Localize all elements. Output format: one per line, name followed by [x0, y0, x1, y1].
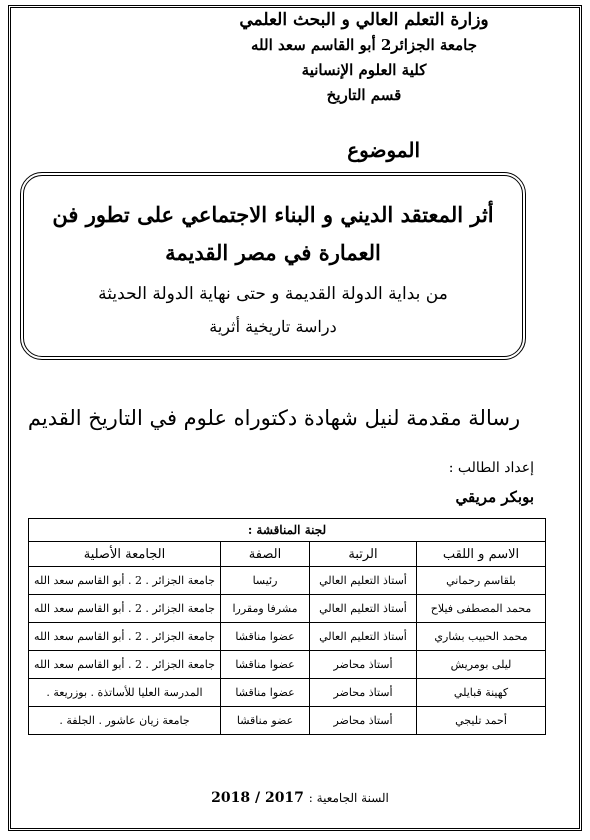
- member-name: محمد المصطفى فيلاح: [417, 595, 546, 623]
- subject-label: الموضوع: [347, 138, 420, 162]
- member-university: جامعة الجزائر . 2 . أبو القاسم سعد الله: [29, 595, 221, 623]
- student-name: بوبكر مريقي: [455, 488, 534, 506]
- faculty-name: كلية العلوم الإنسانية: [301, 61, 427, 79]
- member-role: عضوا مناقشا: [221, 679, 310, 707]
- member-name: كهينة قبايلي: [417, 679, 546, 707]
- thesis-statement: رسالة مقدمة لنيل شهادة دكتوراه علوم في التاريخ القديم: [27, 406, 521, 430]
- member-university: المدرسة العليا للأساتذة . بوزريعة .: [29, 679, 221, 707]
- member-rank: أستاذ محاضر: [310, 679, 417, 707]
- member-rank: أستاذ التعليم العالي: [310, 623, 417, 651]
- table-row: [29, 651, 546, 679]
- title-box: [20, 172, 526, 360]
- member-rank: أستاذ محاضر: [310, 707, 417, 735]
- member-rank: أستاذ التعليم العالي: [310, 567, 417, 595]
- header-name: الاسم و اللقب: [417, 542, 546, 567]
- table-row: [29, 679, 546, 707]
- header-role: الصفة: [221, 542, 310, 567]
- title-line-2: العمارة في مصر القديمة: [165, 240, 381, 265]
- ministry-name: وزارة التعلم العالي و البحث العلمي: [239, 10, 489, 30]
- member-role: عضوا مناقشا: [221, 651, 310, 679]
- academic-year-label: السنة الجامعية :: [308, 791, 389, 805]
- member-role: مشرفا ومقررا: [221, 595, 310, 623]
- academic-year: [0, 790, 590, 806]
- member-university: جامعة الجزائر . 2 . أبو القاسم سعد الله: [29, 623, 221, 651]
- member-role: رئيسا: [221, 567, 310, 595]
- university-name: جامعة الجزائر2 أبو القاسم سعد الله: [251, 36, 477, 54]
- institution-header: [174, 8, 554, 108]
- title-line-3: من بداية الدولة القديمة و حتى نهاية الدولة الحديثة: [98, 284, 448, 304]
- prepared-by-label: إعداد الطالب :: [448, 460, 534, 476]
- table-row: [29, 707, 546, 735]
- member-name: ليلى بومريش: [417, 651, 546, 679]
- member-role: عضوا مناقشا: [221, 623, 310, 651]
- member-name: محمد الحبيب بشاري: [417, 623, 546, 651]
- table-row: [29, 623, 546, 651]
- member-role: عضو مناقشا: [221, 707, 310, 735]
- table-row: [29, 595, 546, 623]
- member-university: جامعة الجزائر . 2 . أبو القاسم سعد الله: [29, 651, 221, 679]
- table-row: [29, 567, 546, 595]
- committee-caption: لجنة المناقشة :: [29, 519, 546, 542]
- member-university: جامعة الجزائر . 2 . أبو القاسم سعد الله: [29, 567, 221, 595]
- committee-table: [28, 518, 546, 735]
- title-line-1: أثر المعتقد الديني و البناء الاجتماعي على تطور فن: [52, 202, 494, 227]
- academic-year-value: 2017 / 2018: [211, 790, 304, 806]
- title-line-4: دراسة تاريخية أثرية: [209, 317, 337, 336]
- department-name: قسم التاريخ: [326, 86, 402, 104]
- member-rank: أستاذ محاضر: [310, 651, 417, 679]
- member-name: بلقاسم رحماني: [417, 567, 546, 595]
- member-rank: أستاذ التعليم العالي: [310, 595, 417, 623]
- header-university: الجامعة الأصلية: [29, 542, 221, 567]
- header-rank: الرتبة: [310, 542, 417, 567]
- member-university: جامعة زيان عاشور . الجلفة .: [29, 707, 221, 735]
- member-name: أحمد تليجي: [417, 707, 546, 735]
